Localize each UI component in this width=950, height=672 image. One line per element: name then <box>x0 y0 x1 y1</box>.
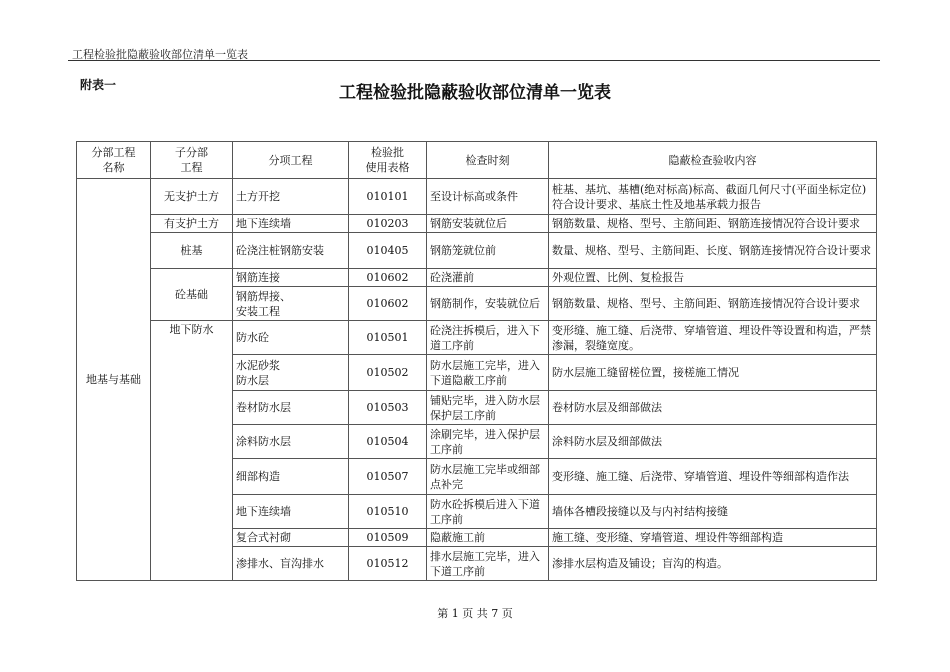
col-header-code: 检验批 使用表格 <box>349 142 427 179</box>
item-cell: 砼浇注桩钢筋安装 <box>233 233 349 269</box>
content-cell: 墙体各槽段接缝以及与内衬结构接缝 <box>549 495 877 529</box>
timing-cell: 至设计标高或条件 <box>427 179 549 215</box>
code-cell: 010510 <box>349 495 427 529</box>
timing-cell: 砼浇灌前 <box>427 269 549 287</box>
header-rule <box>68 60 880 61</box>
table-body <box>77 179 877 581</box>
code-cell: 010509 <box>349 529 427 547</box>
col-header-division: 分部工程 名称 <box>77 142 151 179</box>
item-cell: 钢筋焊接、 安装工程 <box>233 287 349 321</box>
table-header-row <box>77 142 877 179</box>
timing-cell: 涂刷完毕，进入保护层工序前 <box>427 425 549 459</box>
item-cell: 地下连续墙 <box>233 495 349 529</box>
item-cell: 钢筋连接 <box>233 269 349 287</box>
timing-cell: 隐蔽施工前 <box>427 529 549 547</box>
timing-cell: 防水砼拆模后进入下道工序前 <box>427 495 549 529</box>
content-cell: 钢筋数量、规格、型号、主筋间距、钢筋连接情况符合设计要求 <box>549 215 877 233</box>
code-cell: 010503 <box>349 391 427 425</box>
code-cell: 010602 <box>349 287 427 321</box>
document-title: 工程检验批隐蔽验收部位清单一览表 <box>339 83 611 103</box>
code-cell: 010504 <box>349 425 427 459</box>
content-cell: 防水层施工缝留槎位置，接槎施工情况 <box>549 355 877 391</box>
subdivision-cell: 桩基 <box>151 233 233 269</box>
content-cell: 桩基、基坑、基槽(绝对标高)标高、截面几何尺寸(平面坐标定位)符合设计要求、基底土性及地基承载力报告 <box>549 179 877 215</box>
content-cell: 外观位置、比例、复检报告 <box>549 269 877 287</box>
timing-cell: 钢筋安装就位后 <box>427 215 549 233</box>
checklist-table <box>76 141 877 581</box>
col-header-content: 隐蔽检查验收内容 <box>549 142 877 179</box>
content-cell: 卷材防水层及细部做法 <box>549 391 877 425</box>
subdivision-cell: 无支护土方 <box>151 179 233 215</box>
timing-cell: 钢筋制作，安装就位后 <box>427 287 549 321</box>
table-row <box>77 215 877 233</box>
code-cell: 010512 <box>349 547 427 581</box>
timing-cell: 钢筋笼就位前 <box>427 233 549 269</box>
content-cell: 渗排水层构造及铺设；盲沟的构造。 <box>549 547 877 581</box>
item-cell: 卷材防水层 <box>233 391 349 425</box>
col-header-item: 分项工程 <box>233 142 349 179</box>
code-cell: 010502 <box>349 355 427 391</box>
timing-cell: 铺贴完毕，进入防水层保护层工序前 <box>427 391 549 425</box>
code-cell: 010405 <box>349 233 427 269</box>
content-cell: 钢筋数量、规格、型号、主筋间距、钢筋连接情况符合设计要求 <box>549 287 877 321</box>
appendix-label: 附表一 <box>80 78 117 92</box>
table-row <box>77 321 877 355</box>
code-cell: 010203 <box>349 215 427 233</box>
timing-cell: 防水层施工完毕，进入下道隐蔽工序前 <box>427 355 549 391</box>
item-cell: 细部构造 <box>233 459 349 495</box>
content-cell: 变形缝、施工缝、后浇带、穿墙管道、埋设件等设置和构造，严禁渗漏，裂缝宽度。 <box>549 321 877 355</box>
code-cell: 010602 <box>349 269 427 287</box>
page-footer: 第 1 页 共 7 页 <box>437 607 513 620</box>
item-cell: 涂料防水层 <box>233 425 349 459</box>
content-cell: 变形缝、施工缝、后浇带、穿墙管道、埋设件等细部构造作法 <box>549 459 877 495</box>
subdivision-cell: 砼基础 <box>151 269 233 321</box>
table-row <box>77 179 877 215</box>
timing-cell: 砼浇注拆模后，进入下道工序前 <box>427 321 549 355</box>
subdivision-cell: 有支护土方 <box>151 215 233 233</box>
timing-cell: 防水层施工完毕或细部点补完 <box>427 459 549 495</box>
item-cell: 渗排水、盲沟排水 <box>233 547 349 581</box>
timing-cell: 排水层施工完毕，进入下道工序前 <box>427 547 549 581</box>
col-header-subdivision: 子分部 工程 <box>151 142 233 179</box>
subdivision-cell: 地下防水 <box>151 321 233 581</box>
code-cell: 010501 <box>349 321 427 355</box>
code-cell: 010507 <box>349 459 427 495</box>
content-cell: 施工缝、变形缝、穿墙管道、埋设件等细部构造 <box>549 529 877 547</box>
content-cell: 数量、规格、型号、主筋间距、长度、钢筋连接情况符合设计要求 <box>549 233 877 269</box>
table-row <box>77 233 877 269</box>
item-cell: 水泥砂浆 防水层 <box>233 355 349 391</box>
running-header: 工程检验批隐蔽验收部位清单一览表 <box>72 48 248 61</box>
code-cell: 010101 <box>349 179 427 215</box>
division-cell: 地基与基础 <box>77 179 151 581</box>
table-row <box>77 269 877 287</box>
col-header-timing: 检查时刻 <box>427 142 549 179</box>
item-cell: 复合式衬砌 <box>233 529 349 547</box>
item-cell: 土方开挖 <box>233 179 349 215</box>
item-cell: 防水砼 <box>233 321 349 355</box>
content-cell: 涂料防水层及细部做法 <box>549 425 877 459</box>
item-cell: 地下连续墙 <box>233 215 349 233</box>
